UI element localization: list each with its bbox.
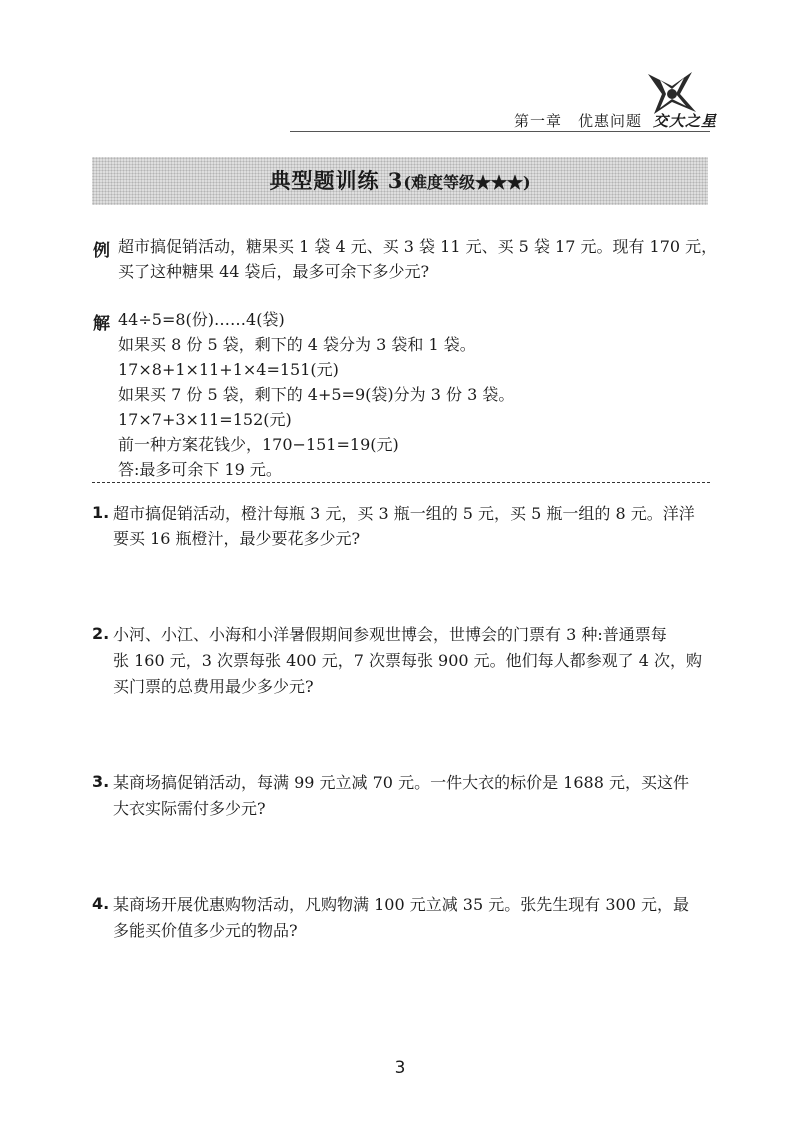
dashed-divider (92, 482, 710, 483)
question-line: 某商场开展优惠购物活动，凡购物满 100 元立减 35 元。张先生现有 300 元，最 (113, 895, 689, 914)
solution-line: 答:最多可余下 19 元。 (118, 460, 282, 479)
solution-line: 前一种方案花钱少，170−151=19(元) (118, 435, 399, 454)
header-divider (290, 131, 710, 132)
page-number: 3 (394, 1058, 406, 1078)
question-line: 多能买价值多少元的物品? (113, 921, 298, 940)
question-number: 2. (92, 624, 110, 643)
chapter-title: 第一章 优惠问题 (514, 112, 643, 130)
solution-label: 解 (93, 314, 110, 334)
question-line: 张 160 元，3 次票每张 400 元，7 次票每张 900 元。他们每人都参观了 4 次，购 (113, 651, 703, 670)
example-line: 超市搞促销活动，糖果买 1 袋 4 元、买 3 袋 11 元、买 5 袋 17 元。现有 170 元， (118, 237, 718, 256)
solution-line: 如果买 7 份 5 袋，剩下的 4+5=9(袋)分为 3 份 3 袋。 (118, 385, 515, 404)
solution-line: 17×7+3×11=152(元) (118, 410, 292, 429)
solution-line: 17×8+1×11+1×4=151(元) (118, 360, 339, 379)
banner-title (92, 157, 708, 205)
question-line: 大衣实际需付多少元? (113, 799, 266, 818)
solution-line: 如果买 8 份 5 袋，剩下的 4 袋分为 3 袋和 1 袋。 (118, 335, 476, 354)
difficulty-level: (难度等级★★★) (403, 173, 531, 192)
question-line: 小河、小江、小海和小洋暑假期间参观世博会，世博会的门票有 3 种:普通票每 (113, 625, 667, 644)
question-line: 超市搞促销活动，橙汁每瓶 3 元，买 3 瓶一组的 5 元，买 5 瓶一组的 8 元。洋洋 (113, 504, 695, 523)
question-number: 1. (92, 503, 110, 522)
brand-name: 交大之星 (653, 112, 718, 130)
question-number: 3. (92, 772, 110, 791)
example-line: 买了这种糖果 44 袋后，最多可余下多少元? (118, 262, 430, 281)
question-line: 要买 16 瓶橙汁，最少要花多少元? (113, 529, 361, 548)
question-number: 4. (92, 894, 110, 913)
solution-line: 44÷5=8(份)……4(袋) (118, 310, 285, 329)
example-label: 例 (93, 241, 110, 261)
title-banner (92, 157, 708, 205)
question-line: 买门票的总费用最少多少元? (113, 677, 314, 696)
question-line: 某商场搞促销活动，每满 99 元立减 70 元。一件大衣的标价是 1688 元，买这件 (113, 773, 689, 792)
section-title: 典型题训练 3 (269, 168, 404, 193)
